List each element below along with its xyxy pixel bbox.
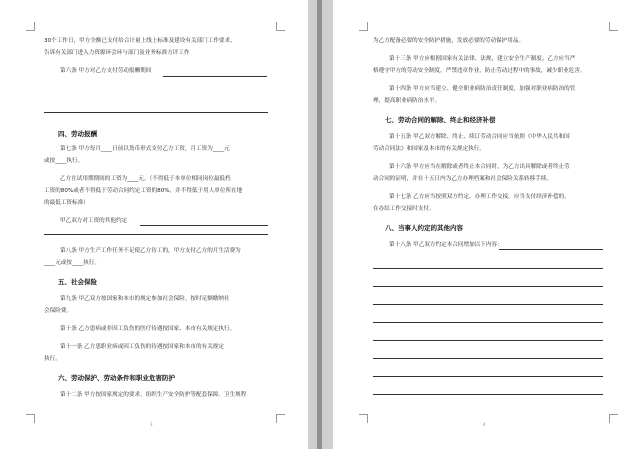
fill-line (373, 322, 603, 323)
body-line: 第六条 甲方对乙方支付劳动报酬期间 (60, 68, 152, 74)
body-line: 格遵守甲方的劳动安全制度，严禁违章作业，防止劳动过程中的事故，减少职业危害。 (373, 68, 586, 74)
body-line: 会保险费。 (44, 308, 72, 314)
fill-line (373, 358, 603, 359)
body-line: 第十七条 乙方应当按照双方约定，办理工作交接。应当支付经济补偿的， (389, 194, 570, 200)
document-page-left[interactable] (0, 0, 308, 449)
fill-line (44, 112, 268, 113)
body-line: 动合同的证明，并在十五日内为乙方办理档案和社会保险关系转移手续。 (373, 176, 553, 182)
body-line: 第九条 甲乙双方按国家和本市的规定参加社会保险。按时足额缴纳社 (60, 296, 230, 302)
body-line: 为乙方配备必要的安全防护措施，发放必要的劳动保护用品。 (373, 38, 525, 44)
body-line: 劳动合同法》和国家及本市的有关规定执行。 (373, 146, 485, 152)
fill-line (373, 286, 603, 287)
corner-mark (276, 22, 285, 31)
fill-line (373, 376, 603, 377)
body-line: 第十三条 甲方应根据国家有关法律、法规，建立安全生产制度；乙方应当严 (389, 56, 576, 62)
body-line: 第十条 乙方患病或非因工负伤的医疗待遇按国家、本市有关规定执行。 (60, 326, 236, 332)
body-line: 工资的80%或者不得低于劳动合同约定工资的80%，并不得低于用人单位所在地 (44, 188, 243, 194)
body-line: 第十二条 甲方按国家规定的要求，组织生产安全防护等配套保障。卫生规程 (60, 392, 247, 398)
section-heading: 八、当事人约定的其他内容 (385, 224, 463, 232)
fill-line (499, 249, 603, 250)
body-line: 或按____执行。 (44, 158, 84, 164)
body-line: 30个工作日，甲方全额已支付给合计量上线上标准及建设有关部门工作要求， (44, 38, 236, 44)
body-line: 甲乙双方对工资的其他约定 (60, 218, 128, 224)
page-number: 3 (150, 422, 153, 427)
body-line: 在办结工作交接时支付。 (373, 206, 435, 212)
fill-line (373, 340, 603, 341)
corner-mark (609, 414, 618, 423)
body-line: 第十一条 乙方患职业病或因工负伤的待遇按国家和本市的有关规定 (60, 344, 224, 350)
corner-mark (359, 22, 368, 31)
corner-mark (26, 414, 35, 423)
fill-line (163, 76, 267, 77)
section-heading: 六、劳动保护、劳动条件和职业危害防护 (58, 374, 175, 382)
corner-mark (276, 414, 285, 423)
section-heading: 五、社会保险 (58, 278, 97, 286)
body-line: 第八条 甲方生产工作任务不足使乙方待工的，甲方支付乙方的月生活费为 (60, 248, 241, 254)
body-line: 第十六条 甲方应当在解除或者终止本合同时，为乙方出具解除或者终止劳 (389, 164, 570, 170)
fill-line (373, 394, 603, 395)
section-heading: 四、劳动报酬 (58, 130, 97, 138)
document-page-right[interactable] (333, 0, 641, 449)
body-line: 第十四条 甲方应当建立、健全职业病防治责任制度，加强对职业病防治的管 (389, 86, 576, 92)
body-line: 第七条 甲方每月____日前以货币形式支付乙方工资，月工资为____元 (60, 146, 230, 152)
page-number: 4 (483, 422, 486, 427)
fill-line (373, 304, 603, 305)
fill-line (373, 268, 603, 269)
corner-mark (359, 414, 368, 423)
body-line: 告诉有关部门进入力资源环会环与部门及业务标准方评工作 (44, 50, 190, 56)
corner-mark (609, 22, 618, 31)
section-heading: 七、劳动合同的解除、终止和经济补偿 (385, 116, 496, 124)
body-line: ____元或按____执行。 (44, 260, 100, 266)
fill-line (140, 225, 268, 226)
body-line: 执行。 (44, 356, 61, 362)
window-split-bar[interactable] (317, 0, 322, 449)
fill-line (44, 234, 268, 235)
body-line: 的最低工资标准） (44, 200, 89, 206)
body-line: 第十八条 甲乙双方约定本合同增加以下内容： (389, 242, 503, 248)
body-line: 第十五条 甲乙双方解除、终止、续订劳动合同应当依照《中华人民共和国 (389, 134, 570, 140)
body-line: 乙方在试用期期间的工资为____元。（不得低于本单位相同岗位最低档 (60, 176, 231, 182)
body-line: 理，提高职业病防治水平。 (373, 98, 441, 104)
corner-mark (26, 22, 35, 31)
